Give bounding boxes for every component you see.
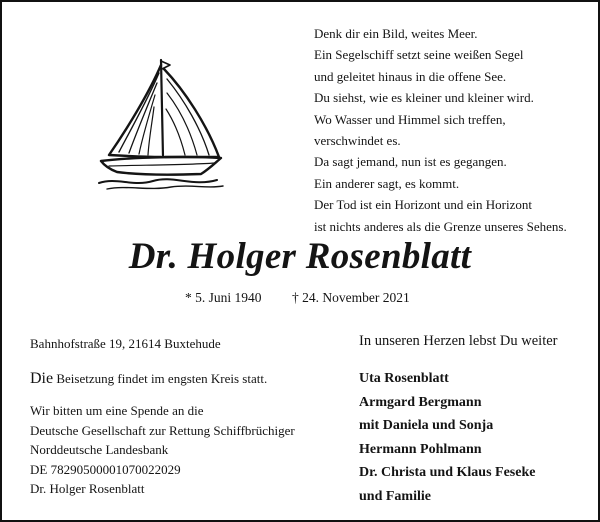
address: Bahnhofstraße 19, 21614 Buxtehude [30, 336, 221, 351]
poem-line: Da sagt jemand, nun ist es gegangen. [314, 154, 507, 170]
tagline: In unseren Herzen lebst Du weiter [359, 333, 558, 349]
poem-line: Denk dir ein Bild, weites Meer. [314, 26, 478, 41]
funeral-first-word: Die [30, 370, 54, 387]
poem-line: Du siehst, wie es kleiner und kleiner wird. [314, 90, 534, 106]
mourner-name: Hermann Pohlmann [359, 441, 482, 457]
poem-line: und geleitet hinaus in die offene See. [314, 68, 507, 84]
funeral-text: Beisetzung findet im engsten Kreis statt. [53, 371, 268, 386]
donation-line: Deutsche Gesellschaft zur Rettung Schiffbrüchiger [30, 422, 295, 438]
donation-line: Norddeutsche Landesbank [30, 442, 169, 457]
donation-iban: DE 78290500001070022029 [30, 461, 181, 477]
poem-line: Der Tod ist ein Horizont und ein Horizont [314, 197, 533, 213]
poem [314, 23, 594, 237]
mourner-name: mit Daniela und Sonja [359, 418, 494, 434]
birth-date: * 5. Juni 1940 [185, 290, 262, 305]
poem-line: verschwindet es. [314, 133, 401, 149]
mourners-list [359, 367, 535, 509]
mourner-name: Armgard Bergmann [359, 394, 482, 410]
donation-line: Wir bitten um eine Spende an die [30, 403, 204, 418]
sailboat-icon [97, 57, 237, 192]
mourner-name: Uta Rosenblatt [359, 371, 449, 386]
poem-line: Wo Wasser und Himmel sich treffen, [314, 111, 506, 127]
mourner-name: und Familie [359, 488, 431, 504]
death-date: † 24. November 2021 [292, 290, 410, 305]
deceased-name: Dr. Holger Rosenblatt [128, 236, 472, 277]
donation-info [30, 401, 295, 499]
poem-line: Ein Segelschiff setzt seine weißen Segel [314, 47, 524, 63]
mourner-name: Dr. Christa und Klaus Feseke [359, 465, 536, 481]
poem-line: ist nichts anderes als die Grenze unseres Sehens. [314, 218, 567, 234]
poem-line: Ein anderer sagt, es kommt. [314, 175, 460, 191]
donation-line: Dr. Holger Rosenblatt [30, 481, 145, 496]
funeral-notice [30, 370, 267, 388]
